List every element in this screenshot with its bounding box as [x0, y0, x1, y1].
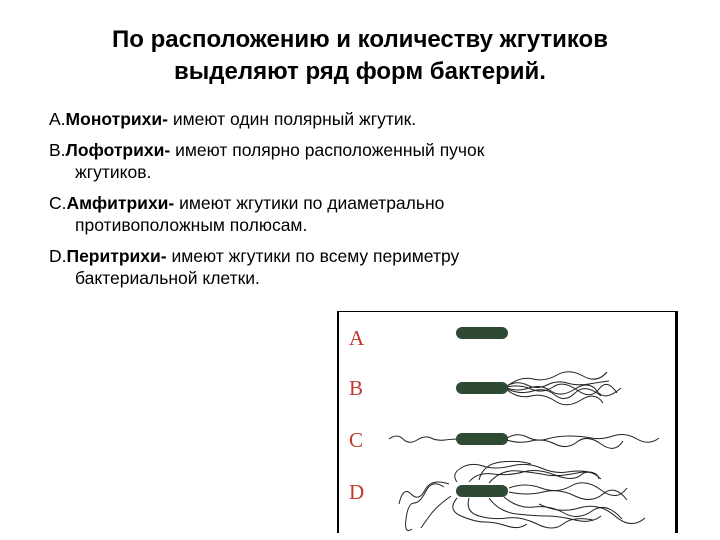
item-description: имеют жгутики по диаметрально	[174, 193, 445, 213]
flagellum	[489, 471, 599, 483]
bacterium-d	[399, 461, 645, 530]
label-d: D	[349, 480, 366, 504]
list-item-peritrichous	[49, 245, 609, 289]
flagellum	[468, 498, 593, 528]
item-name: Монотрихи-	[65, 109, 168, 129]
bacterium-a	[456, 327, 508, 339]
item-marker: A.	[49, 109, 66, 129]
bacterium-c-cell	[456, 433, 508, 445]
item-name: Перитрихи-	[66, 246, 167, 266]
flagellum	[504, 497, 622, 519]
flagellum	[455, 464, 589, 482]
list-item-monotrichous	[49, 108, 609, 130]
item-description: имеют жгутики по всему периметру	[166, 246, 460, 266]
bacterium-d-cell	[456, 485, 508, 497]
bacteria-drawing	[339, 312, 675, 533]
item-continuation: бактериальной клетки.	[75, 268, 260, 288]
item-name: Амфитрихи-	[66, 193, 175, 213]
item-description: имеют полярно расположенный пучок	[170, 140, 485, 160]
item-continuation: жгутиков.	[75, 162, 152, 182]
label-c: C	[349, 428, 365, 452]
bacterium-c	[389, 433, 659, 448]
title-line-2: выделяют ряд форм бактерий.	[174, 58, 546, 85]
list-item-amphitrichous	[49, 192, 609, 236]
title-line-1: По расположению и количеству жгутиков	[112, 26, 608, 53]
item-marker: D.	[49, 246, 67, 266]
bacterium-b	[456, 372, 621, 405]
flagella-illustration	[337, 311, 678, 533]
bacterium-b-cell	[456, 382, 508, 394]
label-b: B	[349, 376, 365, 400]
label-a: A	[349, 326, 366, 350]
item-name: Лофотрихи-	[65, 140, 171, 160]
bacteria-forms-list	[49, 108, 609, 298]
bacterium-a-cell	[456, 327, 508, 339]
slide-title	[40, 24, 680, 88]
item-marker: B.	[49, 140, 66, 160]
item-description: имеют один полярный жгутик.	[167, 109, 417, 129]
item-continuation: противоположным полюсам.	[75, 215, 308, 235]
list-item-lophotrichous	[49, 139, 609, 183]
flagellum	[421, 496, 451, 528]
flagellum	[453, 498, 527, 528]
item-marker: C.	[49, 193, 67, 213]
flagellum	[507, 438, 623, 448]
